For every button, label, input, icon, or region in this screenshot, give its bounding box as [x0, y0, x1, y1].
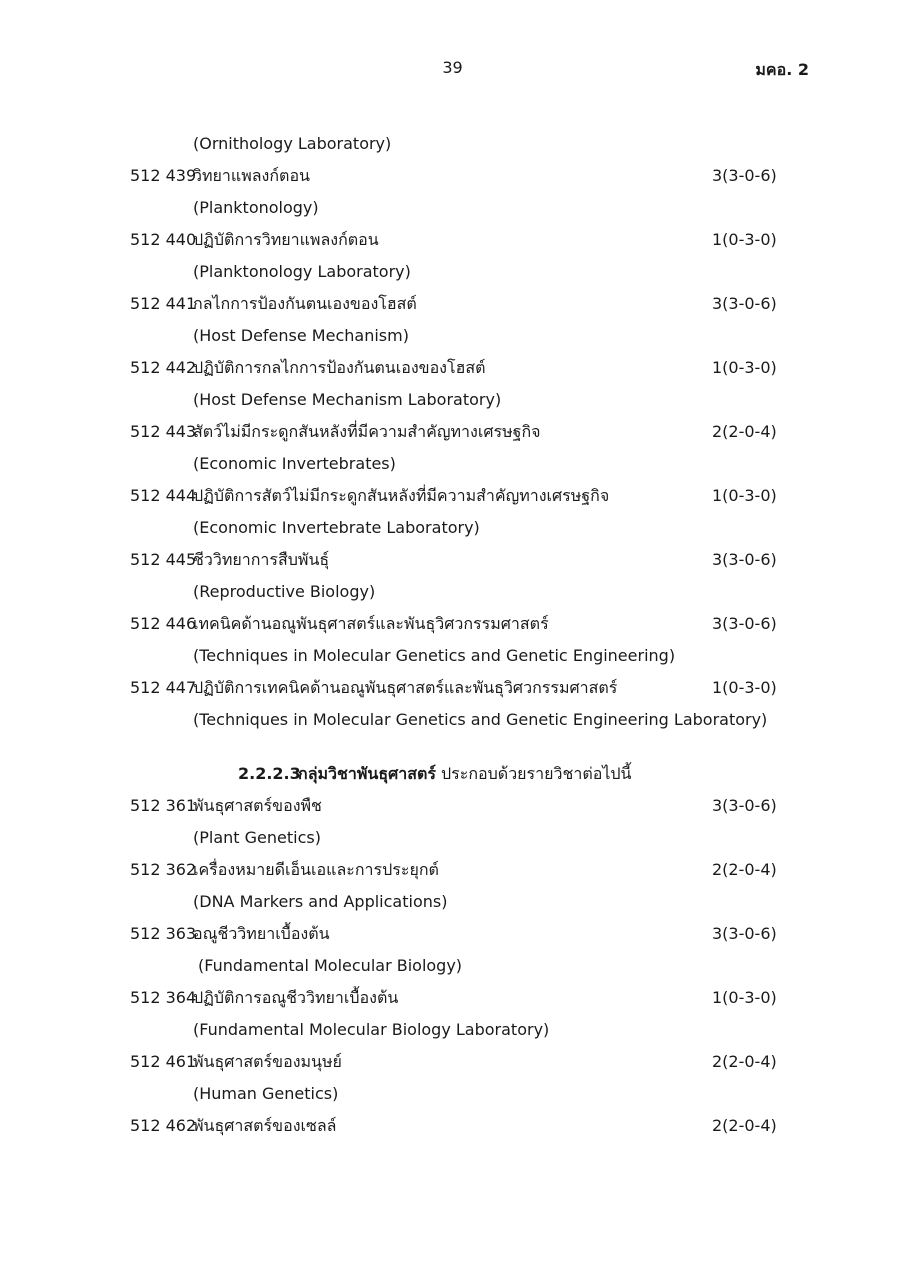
course-thai-title: ปฏิบัติการกลไกการป้องกันตนเองของโฮสต์	[193, 358, 486, 377]
course-credit: 3(3-0-6)	[712, 614, 777, 633]
course-english-title	[0, 128, 905, 160]
course-code: 512 462	[130, 1116, 197, 1135]
course-english-title-text: (DNA Markers and Applications)	[193, 892, 448, 911]
course-credit: 1(0-3-0)	[712, 486, 777, 505]
course-english-title	[0, 1014, 905, 1046]
course-english-title-text: (Economic Invertebrates)	[193, 454, 396, 473]
course-code: 512 441	[130, 294, 197, 313]
course-code: 512 362	[130, 860, 197, 879]
course-code: 512 440	[130, 230, 197, 249]
course-credit: 3(3-0-6)	[712, 550, 777, 569]
course-credit: 1(0-3-0)	[712, 230, 777, 249]
course-english-title	[0, 320, 905, 352]
course-english-title	[0, 576, 905, 608]
course-english-title	[0, 1078, 905, 1110]
course-english-title-text: (Plant Genetics)	[193, 828, 321, 847]
course-english-title-text: (Techniques in Molecular Genetics and Genetic Engineering)	[193, 646, 676, 665]
course-row	[0, 982, 905, 1014]
course-english-title-text: (Host Defense Mechanism Laboratory)	[193, 390, 502, 409]
course-thai-title: ปฏิบัติการอณูชีววิทยาเบื้องต้น	[193, 988, 399, 1007]
course-english-title	[0, 448, 905, 480]
course-code: 512 363	[130, 924, 197, 943]
course-credit: 1(0-3-0)	[712, 678, 777, 697]
course-thai-title: วิทยาแพลงก์ตอน	[193, 166, 310, 185]
course-code: 512 443	[130, 422, 197, 441]
course-code: 512 364	[130, 988, 197, 1007]
section-name: กลุ่มวิชาพันธุศาสตร์	[298, 764, 437, 783]
course-thai-title: พันธุศาสตร์ของพืช	[193, 796, 322, 815]
course-code: 512 446	[130, 614, 197, 633]
course-english-title-text: (Ornithology Laboratory)	[193, 134, 392, 153]
course-english-title	[0, 192, 905, 224]
course-row	[0, 416, 905, 448]
course-english-title-text: (Fundamental Molecular Biology Laboratory)	[193, 1020, 550, 1039]
course-row	[0, 672, 905, 704]
course-thai-title: พันธุศาสตร์ของมนุษย์	[193, 1052, 342, 1071]
course-credit: 2(2-0-4)	[712, 1052, 777, 1071]
course-english-title-text: (Host Defense Mechanism)	[193, 326, 409, 345]
course-english-title	[0, 950, 905, 982]
course-english-title	[0, 704, 905, 736]
course-row	[0, 352, 905, 384]
course-credit: 2(2-0-4)	[712, 422, 777, 441]
course-english-title	[0, 512, 905, 544]
course-thai-title: กลไกการป้องกันตนเองของโฮสต์	[193, 294, 417, 313]
course-row	[0, 160, 905, 192]
course-row	[0, 544, 905, 576]
course-row	[0, 790, 905, 822]
course-thai-title: อณูชีววิทยาเบื้องต้น	[193, 924, 330, 943]
course-code: 512 461	[130, 1052, 197, 1071]
course-credit: 1(0-3-0)	[712, 358, 777, 377]
course-english-title-text: (Fundamental Molecular Biology)	[198, 956, 463, 975]
course-english-title	[0, 886, 905, 918]
course-row	[0, 608, 905, 640]
page-number: 39	[442, 58, 463, 77]
course-code: 512 444	[130, 486, 197, 505]
course-row	[0, 480, 905, 512]
course-credit: 3(3-0-6)	[712, 166, 777, 185]
course-credit: 3(3-0-6)	[712, 924, 777, 943]
course-credit: 3(3-0-6)	[712, 294, 777, 313]
course-thai-title: ปฏิบัติการวิทยาแพลงก์ตอน	[193, 230, 379, 249]
course-english-title	[0, 384, 905, 416]
course-thai-title: ปฏิบัติการเทคนิคด้านอณูพันธุศาสตร์และพันธุวิศวกรรมศาสตร์	[193, 678, 618, 697]
course-thai-title: เทคนิคด้านอณูพันธุศาสตร์และพันธุวิศวกรรมศาสตร์	[193, 614, 549, 633]
course-thai-title: พันธุศาสตร์ของเซลล์	[193, 1116, 337, 1135]
course-code: 512 447	[130, 678, 197, 697]
course-row	[0, 1110, 905, 1142]
course-english-title-text: (Planktonology)	[193, 198, 319, 217]
course-row	[0, 854, 905, 886]
course-thai-title: ชีววิทยาการสืบพันธุ์	[193, 550, 330, 569]
course-english-title-text: (Economic Invertebrate Laboratory)	[193, 518, 480, 537]
course-english-title	[0, 256, 905, 288]
course-thai-title: สัตว์ไม่มีกระดูกสันหลังที่มีความสำคัญทางเศรษฐกิจ	[193, 422, 541, 441]
course-code: 512 439	[130, 166, 197, 185]
course-english-title	[0, 822, 905, 854]
course-thai-title: ปฏิบัติการสัตว์ไม่มีกระดูกสันหลังที่มีความสำคัญทางเศรษฐกิจ	[193, 486, 610, 505]
course-english-title-text: (Techniques in Molecular Genetics and Genetic Engineering Laboratory)	[193, 710, 768, 729]
course-row	[0, 1046, 905, 1078]
course-code: 512 361	[130, 796, 197, 815]
course-code: 512 442	[130, 358, 197, 377]
document-code: มคอ. 2	[755, 60, 809, 79]
course-row	[0, 918, 905, 950]
course-list	[0, 128, 905, 1142]
course-row	[0, 224, 905, 256]
course-credit: 3(3-0-6)	[712, 796, 777, 815]
course-credit: 2(2-0-4)	[712, 860, 777, 879]
course-english-title-text: (Planktonology Laboratory)	[193, 262, 411, 281]
course-english-title-text: (Reproductive Biology)	[193, 582, 376, 601]
course-code: 512 445	[130, 550, 197, 569]
course-english-title	[0, 640, 905, 672]
course-credit: 1(0-3-0)	[712, 988, 777, 1007]
course-row	[0, 288, 905, 320]
section-spacer	[0, 736, 905, 758]
course-credit: 2(2-0-4)	[712, 1116, 777, 1135]
section-number: 2.2.2.3	[238, 764, 301, 783]
course-thai-title: เครื่องหมายดีเอ็นเอและการประยุกต์	[193, 860, 439, 879]
section-heading	[0, 758, 905, 790]
section-description: ประกอบด้วยรายวิชาต่อไปนี้	[441, 764, 632, 783]
course-english-title-text: (Human Genetics)	[193, 1084, 339, 1103]
